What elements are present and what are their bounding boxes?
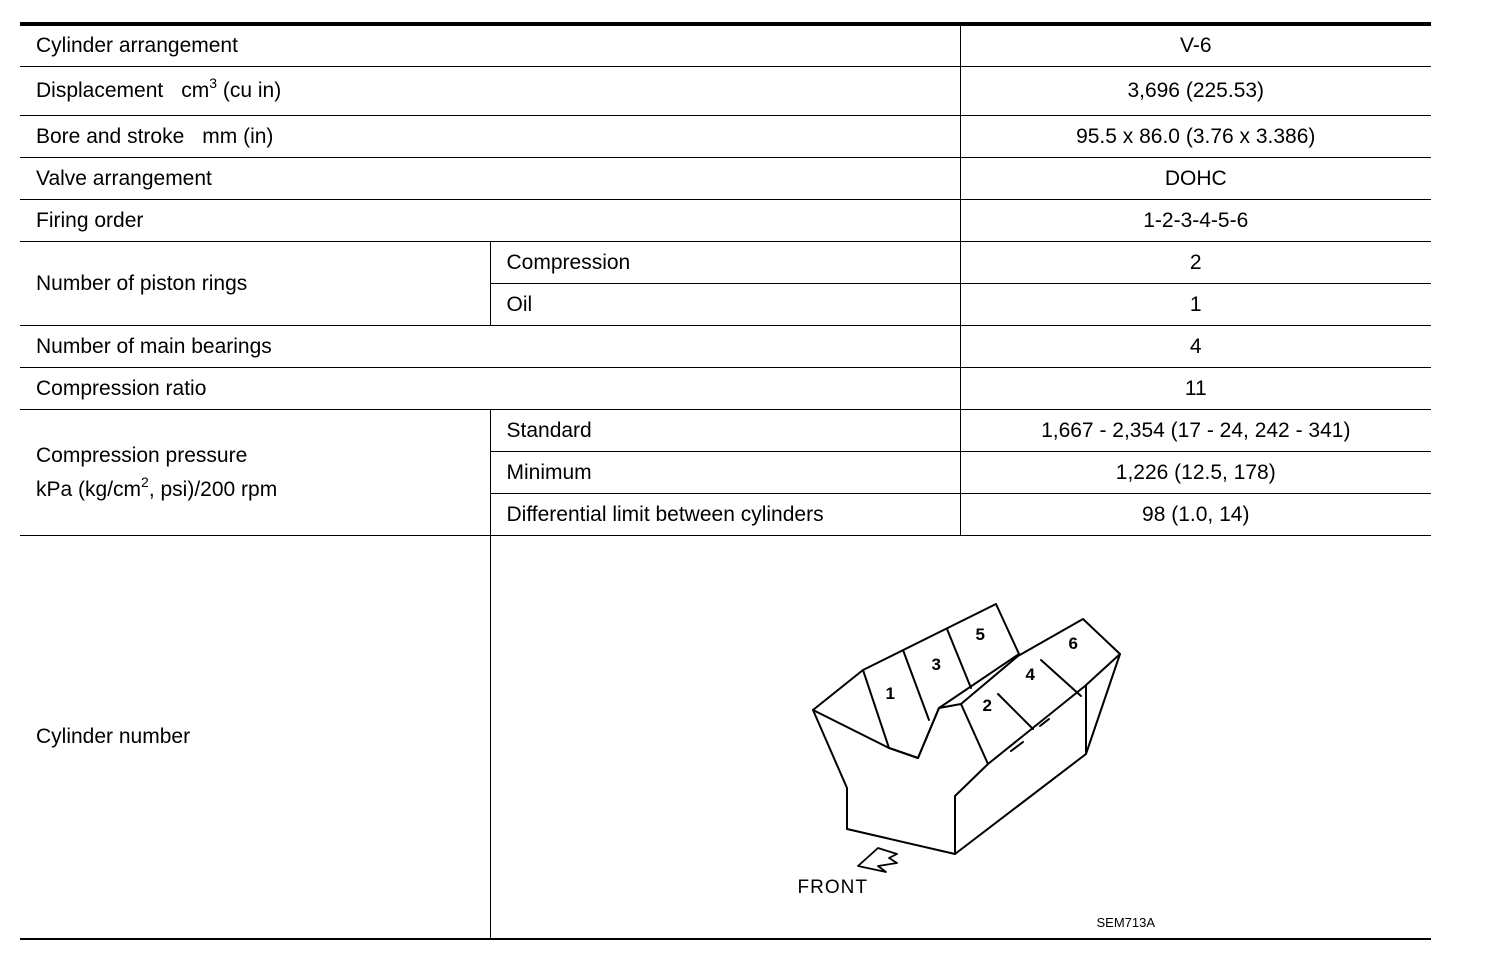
engine-spec-table	[20, 22, 1431, 940]
value-piston-rings-compression: 2	[960, 242, 1431, 284]
label-piston-rings-oil: Oil	[490, 284, 960, 326]
row-firing-order	[20, 200, 1431, 242]
value-firing-order: 1-2-3-4-5-6	[960, 200, 1431, 242]
figure-code: SEM713A	[1096, 915, 1156, 930]
row-valve-arrangement	[20, 158, 1431, 200]
label-firing-order: Firing order	[20, 200, 960, 242]
cylinder-label-2: 2	[982, 696, 992, 715]
row-bore-stroke	[20, 116, 1431, 158]
label-cylinder-number: Cylinder number	[20, 536, 490, 940]
label-cylinder-arrangement: Cylinder arrangement	[20, 24, 960, 67]
front-arrow-icon	[858, 848, 897, 872]
label-bore-stroke	[20, 116, 960, 158]
row-cylinder-number	[20, 536, 1431, 940]
bore-stroke-label-text: Bore and stroke	[36, 124, 185, 148]
compression-pressure-line1: Compression pressure	[36, 443, 248, 467]
cylinder-label-5: 5	[975, 625, 985, 644]
row-piston-rings-compression	[20, 242, 1431, 284]
label-valve-arrangement: Valve arrangement	[20, 158, 960, 200]
cylinder-label-6: 6	[1068, 634, 1078, 653]
value-compression-minimum: 1,226 (12.5, 178)	[960, 452, 1431, 494]
displacement-unit-pre: cm	[181, 79, 210, 102]
label-compression-differential: Differential limit between cylinders	[490, 494, 960, 536]
cylinder-number-figure-cell	[490, 536, 1431, 940]
value-piston-rings-oil: 1	[960, 284, 1431, 326]
compression-pressure-unit-post: , psi)/200 rpm	[148, 477, 278, 501]
label-displacement	[20, 67, 960, 116]
cylinder-label-1: 1	[885, 684, 895, 703]
row-cylinder-arrangement	[20, 24, 1431, 67]
value-compression-differential: 98 (1.0, 14)	[960, 494, 1431, 536]
label-compression-standard: Standard	[490, 410, 960, 452]
value-cylinder-arrangement: V-6	[960, 24, 1431, 67]
value-displacement: 3,696 (225.53)	[960, 67, 1431, 116]
v6-engine-block-diagram	[491, 536, 1431, 938]
cylinder-label-4: 4	[1025, 665, 1035, 684]
displacement-unit-post: (cu in)	[222, 79, 282, 102]
displacement-unit-sup: 3	[209, 75, 218, 91]
cylinder-number-figure	[491, 536, 1431, 938]
label-main-bearings: Number of main bearings	[20, 326, 960, 368]
displacement-label-text: Displacement	[36, 79, 164, 102]
row-compression-pressure-standard	[20, 410, 1431, 452]
label-piston-rings-compression: Compression	[490, 242, 960, 284]
front-label: FRONT	[797, 877, 868, 898]
row-compression-ratio	[20, 368, 1431, 410]
value-valve-arrangement: DOHC	[960, 158, 1431, 200]
value-compression-standard: 1,667 - 2,354 (17 - 24, 242 - 341)	[960, 410, 1431, 452]
value-bore-stroke: 95.5 x 86.0 (3.76 x 3.386)	[960, 116, 1431, 158]
compression-pressure-unit-sup: 2	[141, 473, 149, 490]
compression-pressure-unit-pre: kPa (kg/cm	[36, 477, 142, 501]
label-piston-rings: Number of piston rings	[20, 242, 490, 326]
label-compression-minimum: Minimum	[490, 452, 960, 494]
compression-pressure-line2	[36, 473, 474, 502]
value-main-bearings: 4	[960, 326, 1431, 368]
row-displacement	[20, 67, 1431, 116]
row-main-bearings	[20, 326, 1431, 368]
bore-stroke-unit: mm (in)	[202, 124, 274, 148]
label-compression-pressure	[20, 410, 490, 536]
value-compression-ratio: 11	[960, 368, 1431, 410]
cylinder-label-3: 3	[931, 655, 941, 674]
label-compression-ratio: Compression ratio	[20, 368, 960, 410]
